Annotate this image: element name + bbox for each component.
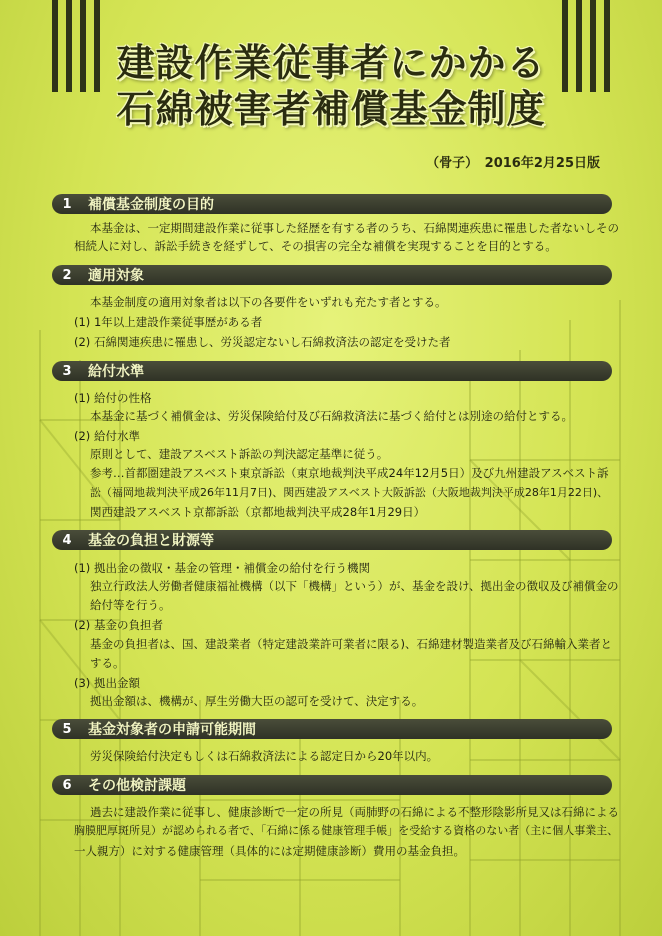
section-6-text-line: 過去に建設作業に従事し、健康診断で一定の所見（両肺野の石綿による不整形陰影所見又は石綿による xyxy=(90,805,619,819)
section-number: 6 xyxy=(62,777,72,793)
section-header-1 xyxy=(52,194,612,214)
section-3-text-line: (1) 給付の性格 xyxy=(74,391,152,405)
section-header-3 xyxy=(52,361,612,381)
section-title: 給付水準 xyxy=(88,364,144,380)
section-title: 基金対象者の申請可能期間 xyxy=(88,722,256,738)
section-header-4 xyxy=(52,530,612,550)
section-2-text-line: (1) 1年以上建設作業従事歴がある者 xyxy=(74,315,263,329)
version-date: （骨子） 2016年2月25日版 xyxy=(426,156,600,171)
section-3-text-line: 原則として、建設アスベスト訴訟の判決認定基準に従う。 xyxy=(90,447,389,461)
section-2-text-line: 本基金制度の適用対象者は以下の各要件をいずれも充たす者とする。 xyxy=(90,295,447,309)
section-header-6 xyxy=(52,775,612,795)
section-title: 適用対象 xyxy=(88,268,144,284)
section-title: その他検討課題 xyxy=(88,778,186,794)
section-number: 4 xyxy=(62,532,72,548)
section-3-text-line: 参考…首都圏建設アスベスト東京訴訟（東京地裁判決平成24年12月5日）及び九州建設アスベスト訴 xyxy=(90,466,609,480)
section-6-text-line: 一人親方）に対する健康管理（具体的には定期健康診断）費用の基金負担。 xyxy=(74,844,465,858)
section-1-text-line: 本基金は、一定期間建設作業に従事した経歴を有する者のうち、石綿関連疾患に罹患した者ないしその xyxy=(90,221,619,235)
section-number: 3 xyxy=(62,363,72,379)
page-title xyxy=(0,40,662,132)
section-4-text-line: 基金の負担者は、国、建設業者（特定建設業許可業者に限る)、石綿建材製造業者及び石綿輸入業者と xyxy=(90,637,612,651)
section-4-text-line: 拠出金額は、機構が、厚生労働大臣の認可を受けて、決定する。 xyxy=(90,694,424,708)
section-number: 2 xyxy=(62,267,72,283)
section-3-text-line: 関西建設アスベスト京都訴訟（京都地裁判決平成28年1月29日） xyxy=(90,505,426,519)
section-title: 基金の負担と財源等 xyxy=(88,533,214,549)
section-4-text-line: 給付等を行う。 xyxy=(90,598,171,612)
section-3-text-line: 訟（福岡地裁判決平成26年11月7日)、関西建設アスベスト大阪訴訟（大阪地裁判決平成28年1月22日)、 xyxy=(90,486,609,499)
section-3-text-line: 本基金に基づく補償金は、労災保険給付及び石綿救済法に基づく給付とは別途の給付とする。 xyxy=(90,409,573,423)
section-4-text-line: (3) 拠出金額 xyxy=(74,676,140,690)
section-header-5 xyxy=(52,719,612,739)
section-3-text-line: (2) 給付水準 xyxy=(74,429,140,443)
title-line-1: 建設作業従事者にかかる xyxy=(116,41,546,85)
section-4-text-line: (2) 基金の負担者 xyxy=(74,618,163,632)
title-line-2: 石綿被害者補償基金制度 xyxy=(116,87,546,131)
section-4-text-line: 独立行政法人労働者健康福祉機構（以下「機構」という）が、基金を設け、拠出金の徴収及び補償金の xyxy=(90,579,619,593)
section-1-text-line: 相続人に対し、訴訟手続きを経ずして、その損害の完全な補償を実現することを目的とする。 xyxy=(74,239,557,253)
section-number: 1 xyxy=(62,196,72,212)
section-2-text-line: (2) 石綿関連疾患に罹患し、労災認定ないし石綿救済法の認定を受けた者 xyxy=(74,335,451,349)
section-4-text-line: する。 xyxy=(90,656,125,670)
section-number: 5 xyxy=(62,721,72,737)
section-4-text-line: (1) 拠出金の徴収・基金の管理・補償金の給付を行う機関 xyxy=(74,561,370,575)
section-6-text-line: 胸膜肥厚斑所見）が認められる者で、「石綿に係る健康管理手帳」を受給する資格のない者（主に個人事業主、 xyxy=(74,824,619,837)
section-title: 補償基金制度の目的 xyxy=(88,197,214,213)
section-5-text-line: 労災保険給付決定もしくは石綿救済法による認定日から20年以内。 xyxy=(90,749,439,763)
section-header-2 xyxy=(52,265,612,285)
